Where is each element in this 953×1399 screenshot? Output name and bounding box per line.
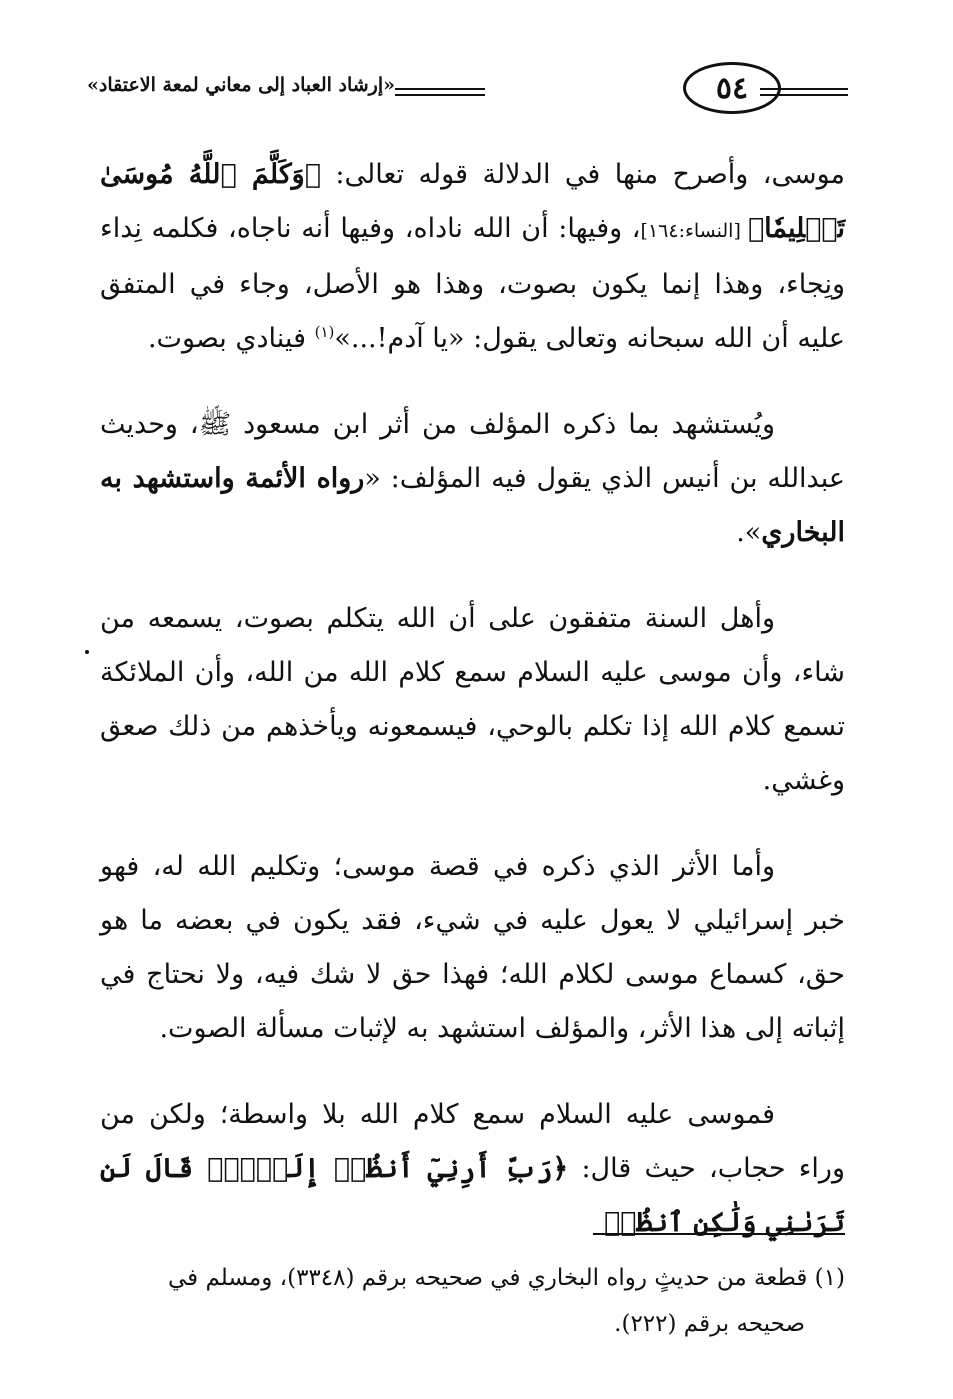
paragraph	[100, 148, 845, 366]
footnote-separator	[593, 1233, 845, 1235]
footnote-continuation: صحيحه برقم (٢٢٢).	[614, 1311, 805, 1337]
paragraph	[100, 840, 845, 1056]
paragraph-text: وأما الأثر الذي ذكره في قصة موسى؛ وتكليم الله له، فهو خبر إسرائيلي لا يعول عليه في شيء، فقد يكون في بعضه ما هو حق، كسماع موسى لكلام الله؛ فهذا حق لا شك فيه، ولا نحتاج في إثباته إلى هذا الأثر، والمؤلف استشهد به لإثبات مسألة الصوت.	[100, 851, 845, 1044]
running-title: «إرشاد العباد إلى معاني لمعة الاعتقاد»	[87, 74, 395, 96]
main-text	[100, 148, 845, 1282]
paragraph-text: ».	[736, 517, 762, 548]
quran-quote: ﴿رَبِّ أَرِنِيٓ أَنظُرۡ إِلَيۡكَۚ قَالَ لَن تَرَىٰنِي وَلَٰكِنِ ٱنظُرۡ	[100, 1153, 845, 1238]
paragraph-text: ويُستشهد بما ذكره المؤلف من أثر ابن مسعود ﷺ، وحديث عبدالله بن أنيس الذي يقول فيه المؤلف: «	[100, 409, 845, 494]
paragraph-text: موسى، وأصرح منها في الدلالة قوله تعالى:	[320, 159, 846, 190]
quran-quote: ﴿وَكَلَّمَ ٱللَّهُ مُوسَىٰ تَكۡلِيمٗا﴾	[100, 159, 846, 244]
paragraph-text: فموسى عليه السلام سمع كلام الله بلا واسطة؛ ولكن من وراء حجاب، حيث قال:	[100, 1099, 846, 1184]
paragraph-text: وأهل السنة متفقون على أن الله يتكلم بصوت، يسمعه من شاء، وأن موسى عليه السلام سمع كلام الله من الله، وأن الملائكة تسمع كلام الله إذا تكلم بالوحي، فيسمعونه ويأخذهم من ذلك صعق وغشي.	[100, 603, 845, 796]
paragraph-text: ، وفيها: أن الله ناداه، وفيها أنه ناجاه، فكلمه نِداء ونِجاء، وهذا إنما يكون بصوت، وهذا هو الأصل، وجاء في المتفق عليه أن الله سبحانه وتعالى يقول: «يا آدم!...»	[100, 213, 845, 354]
footnote-text: قطعة من حديثٍ رواه البخاري في صحيحه برقم (٣٣٤٨)، ومسلم في	[168, 1265, 808, 1291]
header-rule	[395, 94, 485, 96]
footnote-marker: (١)	[814, 1265, 845, 1291]
bold-quote: رواه الأئمة واستشهد به البخاري	[100, 463, 845, 548]
paragraph	[100, 1088, 845, 1250]
page-header	[87, 48, 847, 134]
footnote-reference: (١)	[314, 323, 335, 341]
paragraph-text: فينادي بصوت.	[147, 323, 315, 354]
paragraph	[100, 398, 845, 560]
print-speck	[85, 650, 89, 654]
page-number: ٥٤	[683, 62, 781, 114]
header-rule	[395, 88, 485, 90]
verse-reference: [النساء:١٦٤]	[640, 220, 748, 242]
footnote	[100, 1255, 845, 1347]
paragraph	[100, 592, 845, 808]
